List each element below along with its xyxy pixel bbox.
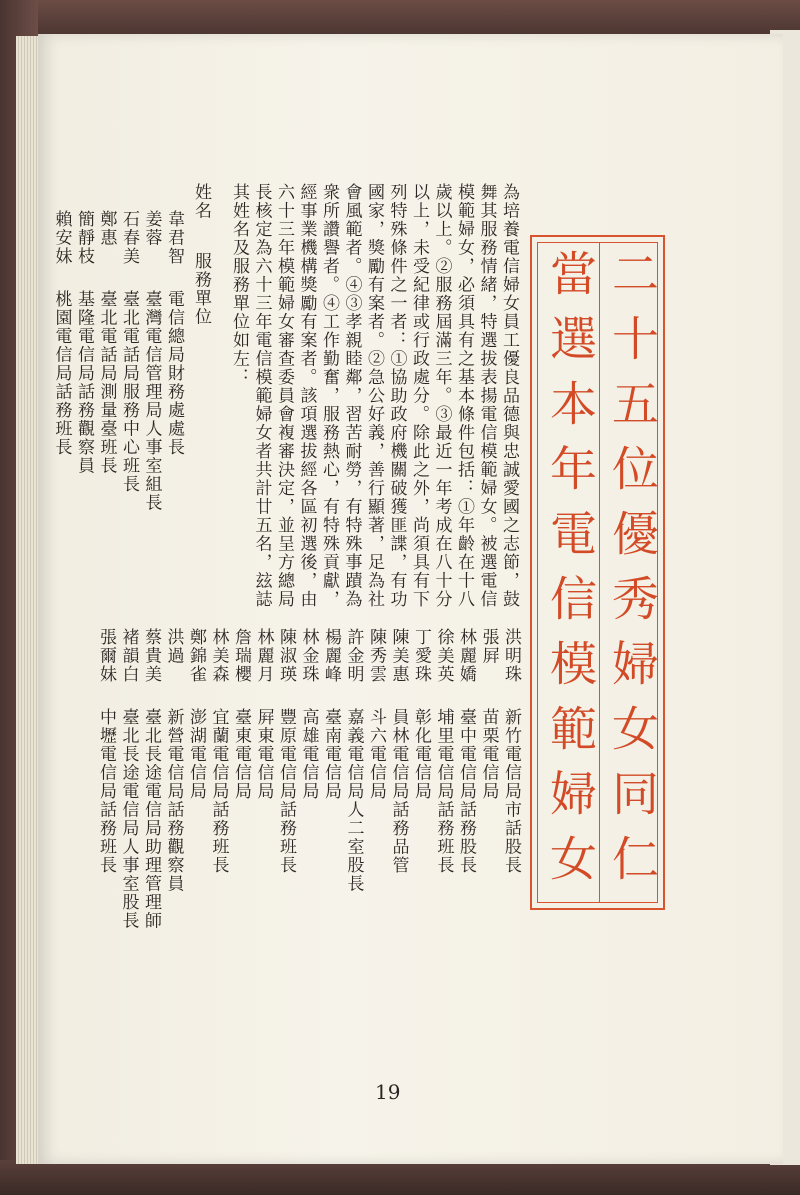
entry-unit: 電信總局財務處處長 — [164, 290, 184, 457]
entry-unit: 臺中電信局話務股長 — [456, 708, 476, 875]
entry-unit: 宜蘭電信局話務班長 — [208, 708, 229, 875]
entry-name: 許金明 — [343, 628, 364, 684]
entry-name: 鄭錦雀 — [186, 628, 206, 684]
entry-unit: 澎湖電信局 — [186, 708, 206, 801]
entry-list-a — [51, 210, 185, 650]
entry-name: 蔡貴美 — [141, 628, 161, 684]
list-item — [387, 628, 410, 988]
list-item — [162, 628, 185, 988]
book-cover-bottom — [0, 1160, 800, 1195]
list-item — [118, 210, 141, 650]
entry-name: 張爾妹 — [96, 628, 116, 684]
title-line-2: 當選本年電信模範婦女 — [542, 249, 597, 899]
list-item — [140, 628, 163, 988]
entry-unit: 基隆電信局話務觀察員 — [74, 290, 94, 475]
entry-unit: 臺北長途電信局助理管理師 — [141, 708, 161, 930]
entry-unit: 豐原電信局話務班長 — [276, 708, 296, 875]
entry-name: 洪過 — [163, 628, 184, 665]
list-item — [163, 210, 186, 650]
entry-unit: 中壢電信局話務班長 — [96, 708, 116, 875]
title-line-1: 二十五位優秀婦女同仁 — [604, 249, 659, 899]
page-number: 19 — [375, 1080, 401, 1104]
entry-unit: 高雄電信局 — [298, 708, 319, 801]
entry-unit: 斗六電信局 — [366, 708, 386, 801]
title-box — [530, 235, 665, 910]
entry-list-b — [88, 628, 522, 988]
entry-name: 林麗嬌 — [456, 628, 476, 684]
list-item — [230, 628, 253, 988]
entry-unit: 臺灣電信管理局人事室組長 — [141, 290, 162, 512]
list-item — [207, 628, 230, 988]
entry-name: 陳秀雲 — [366, 628, 386, 684]
entry-unit: 彰化電信局 — [411, 708, 431, 801]
list-header-name: 姓名 — [191, 183, 211, 220]
entry-name: 石春美 — [119, 210, 139, 266]
entry-unit: 苗栗電信局 — [478, 708, 499, 801]
entry-name: 陳美惠 — [388, 628, 409, 684]
entry-unit: 臺北電話局服務中心班長 — [119, 290, 139, 494]
entry-unit: 臺東電信局 — [231, 708, 251, 801]
entry-unit: 桃園電信局話務班長 — [51, 290, 72, 457]
entry-name: 林金珠 — [298, 628, 319, 684]
list-item — [275, 628, 298, 988]
entry-name: 賴安妹 — [51, 210, 72, 266]
entry-name: 陳淑瑛 — [276, 628, 296, 684]
list-header-unit: 服務單位 — [191, 252, 211, 326]
list-item — [95, 210, 118, 650]
entry-name: 張屛 — [478, 628, 499, 665]
entry-name: 褚韻白 — [118, 628, 139, 684]
book-cover-top — [0, 0, 800, 38]
entry-unit: 新竹電信局市話股長 — [501, 708, 521, 875]
entry-unit: 臺北長途電信局人事室股長 — [118, 708, 139, 930]
list-item — [95, 628, 118, 988]
entry-unit: 屛東電信局 — [253, 708, 274, 801]
list-item — [432, 628, 455, 988]
entry-name: 鄭惠 — [96, 210, 117, 247]
entry-unit: 埔里電信局話務班長 — [433, 708, 454, 875]
entry-name: 林美森 — [208, 628, 229, 684]
entry-name: 簡靜枝 — [74, 210, 94, 266]
list-item — [342, 628, 365, 988]
list-item — [117, 628, 140, 988]
entry-name: 楊麗峰 — [321, 628, 341, 684]
entry-name: 洪明珠 — [501, 628, 521, 684]
entry-unit: 員林電信局話務品管 — [388, 708, 409, 875]
list-item — [365, 628, 388, 988]
list-item — [500, 628, 523, 988]
entry-unit: 臺南電信局 — [321, 708, 341, 801]
entry-name: 林麗月 — [253, 628, 274, 684]
list-item — [185, 628, 208, 988]
list-item — [140, 210, 163, 650]
list-item — [320, 628, 343, 988]
list-item — [455, 628, 478, 988]
list-item — [50, 210, 73, 650]
intro-paragraph: 為培養電信婦女員工優良品德與忠誠愛國之志節，鼓舞其服務情緒，特選拔表揚電信模範婦女。被選電信模範婦女，必須具有之基本條件包括：①年齡在十八歲以上。②服務屆滿三年。③最近一年考成在八十分以上，未受紀律或行政處分。除此之外，尚須具有下列特殊條件之一者：①協助政府機關破獲匪諜，有功國家，獎勵有案者。②急公好義，善行顯著，足為社會風範者。④③孝親睦鄰，習苦耐勞，有特殊事蹟為衆所讚譽者。④工作勤奮，服務熱心，有特殊貢獻，經事業機構獎勵有案者。該項選拔經各區初選後，由六十三年模範婦女審查委員會複審決定，並呈方總局長核定為六十三年電信模範婦女者共計廿五名，玆誌其姓名及服務單位如左： — [229, 183, 519, 609]
list-item — [297, 628, 320, 988]
list-item — [477, 628, 500, 988]
entry-name: 姜蓉 — [141, 210, 162, 247]
list-item — [252, 628, 275, 988]
list-item — [410, 628, 433, 988]
entry-unit: 嘉義電信局人二室股長 — [343, 708, 364, 893]
entry-unit: 臺北電話局測量臺班長 — [96, 290, 117, 475]
entry-name: 丁愛珠 — [411, 628, 431, 684]
entry-name: 詹瑞櫻 — [231, 628, 251, 684]
list-item — [73, 210, 96, 650]
entry-name: 韋君智 — [164, 210, 184, 266]
entry-name: 徐美英 — [433, 628, 454, 684]
entry-unit: 新營電信局話務觀察員 — [163, 708, 184, 893]
